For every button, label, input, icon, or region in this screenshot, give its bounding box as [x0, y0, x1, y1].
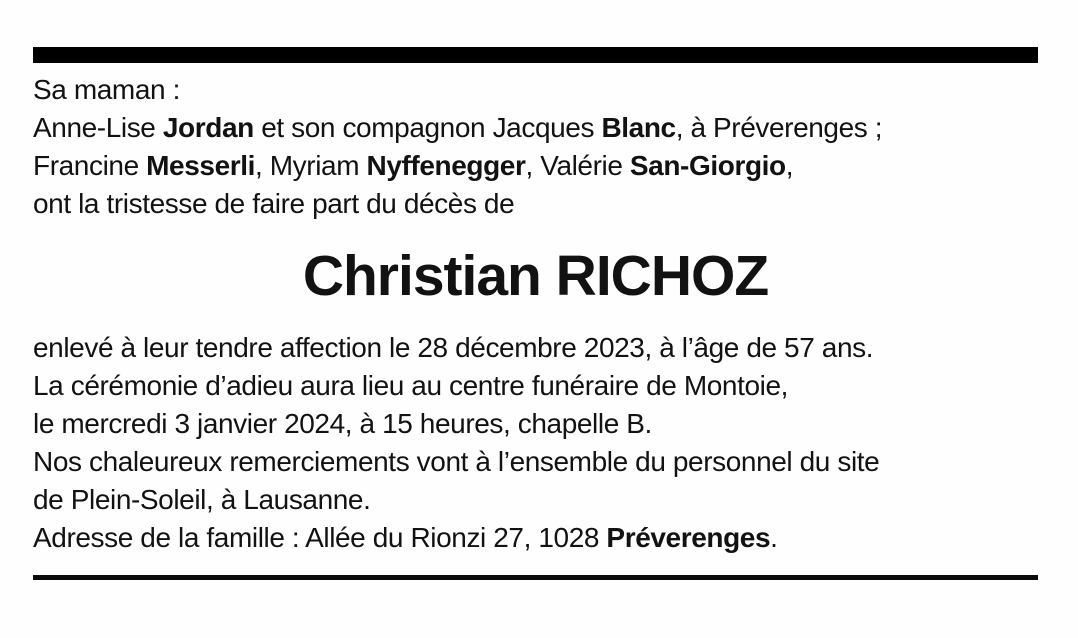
text-segment: Adresse de la famille : Allée du Rionzi 27, 1028 — [33, 522, 607, 553]
bottom-divider-rule — [33, 575, 1038, 580]
notice-content — [33, 0, 1038, 580]
top-divider-bar — [33, 47, 1038, 63]
text-segment: Francine — [33, 150, 147, 181]
notice-line — [33, 519, 1038, 557]
bold-name-segment: Blanc — [601, 112, 676, 143]
text-segment: , à Préverenges ; — [675, 112, 883, 143]
text-segment: enlevé à leur tendre affection le 28 décembre 2023, à l’âge de 57 ans. — [33, 332, 874, 363]
notice-line — [33, 109, 1038, 147]
notice-line — [33, 405, 1038, 443]
text-segment: et son compagnon Jacques — [253, 112, 602, 143]
bold-name-segment: Messerli — [146, 150, 255, 181]
body-paragraph — [33, 329, 1038, 557]
notice-line — [33, 185, 1038, 223]
text-segment: , — [785, 150, 794, 181]
notice-line — [33, 329, 1038, 367]
bold-name-segment: Jordan — [162, 112, 254, 143]
text-segment: La cérémonie d’adieu aura lieu au centre funéraire de Montoie, — [33, 370, 789, 401]
notice-line — [33, 147, 1038, 185]
intro-paragraph — [33, 71, 1038, 223]
text-segment: ont la tristesse de faire part du décès de — [33, 188, 515, 219]
notice-line — [33, 481, 1038, 519]
deceased-name: Christian RICHOZ — [302, 244, 769, 308]
bold-name-segment: Nyffenegger — [366, 150, 526, 181]
text-segment: , Myriam — [255, 150, 367, 181]
text-segment: , Valérie — [525, 150, 630, 181]
text-segment: de Plein-Soleil, à Lausanne. — [33, 484, 371, 515]
text-segment: Anne-Lise — [33, 112, 163, 143]
bold-name-segment: San-Giorgio — [629, 150, 786, 181]
text-segment: . — [770, 522, 778, 553]
notice-line — [33, 443, 1038, 481]
text-segment: Sa maman : — [33, 74, 180, 105]
text-segment: le mercredi 3 janvier 2024, à 15 heures, chapelle B. — [33, 408, 652, 439]
text-segment: Nos chaleureux remerciements vont à l’ensemble du personnel du site — [33, 446, 880, 477]
notice-line — [33, 367, 1038, 405]
bold-name-segment: Préverenges — [606, 522, 771, 553]
notice-line — [33, 71, 1038, 109]
